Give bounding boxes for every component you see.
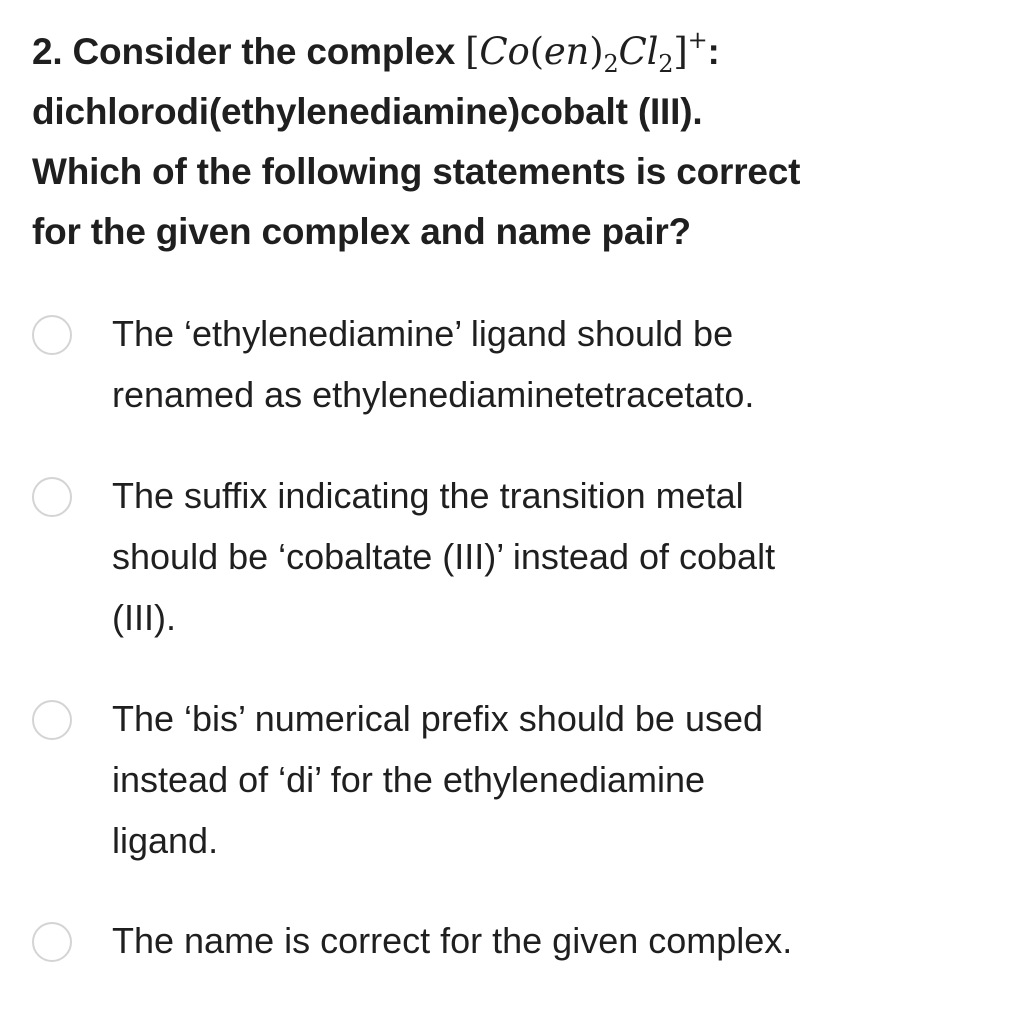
formula-ligand: en — [543, 30, 590, 73]
option-1-radio[interactable] — [32, 315, 72, 355]
formula-subscript-2: 2 — [658, 50, 674, 78]
option-3-line-3: ligand. — [112, 820, 219, 861]
formula-close-bracket: ] — [673, 30, 688, 73]
option-3-line-2: instead of ‘di’ for the ethylenediamine — [112, 759, 706, 800]
question-prefix: 2. Consider the complex — [32, 31, 456, 72]
option-2-radio[interactable] — [32, 477, 72, 517]
formula-open-paren: ( — [529, 30, 544, 73]
question-colon: : — [707, 31, 720, 72]
option-1-line-2: renamed as ethylenediaminetetracetato. — [112, 374, 755, 415]
formula-open-bracket: [ — [465, 30, 480, 73]
option-1-text[interactable] — [112, 303, 912, 425]
option-4-line-1: The name is correct for the given complex. — [112, 920, 793, 961]
formula-charge: + — [687, 26, 708, 54]
option-2-line-3: (III). — [112, 597, 176, 638]
question-line-2: dichlorodi(ethylenediamine)cobalt (III). — [32, 91, 703, 132]
option-2-line-2: should be ‘cobaltate (III)’ instead of cobalt — [112, 536, 776, 577]
option-2-text[interactable] — [112, 465, 912, 648]
formula-close-paren: ) — [589, 30, 604, 73]
option-4-text[interactable] — [112, 910, 912, 971]
option-3-radio[interactable] — [32, 700, 72, 740]
option-2-line-1: The suffix indicating the transition metal — [112, 475, 744, 516]
option-3-line-1: The ‘bis’ numerical prefix should be used — [112, 698, 764, 739]
formula-subscript-1: 2 — [603, 50, 619, 78]
formula-metal: Co — [479, 30, 530, 73]
question-line-3: Which of the following statements is correct — [32, 151, 801, 192]
option-4-radio[interactable] — [32, 922, 72, 962]
formula-halide: Cl — [618, 30, 659, 73]
option-3-text[interactable] — [112, 688, 912, 871]
option-1-line-1: The ‘ethylenediamine’ ligand should be — [112, 313, 734, 354]
question-line-4: for the given complex and name pair? — [32, 211, 691, 252]
